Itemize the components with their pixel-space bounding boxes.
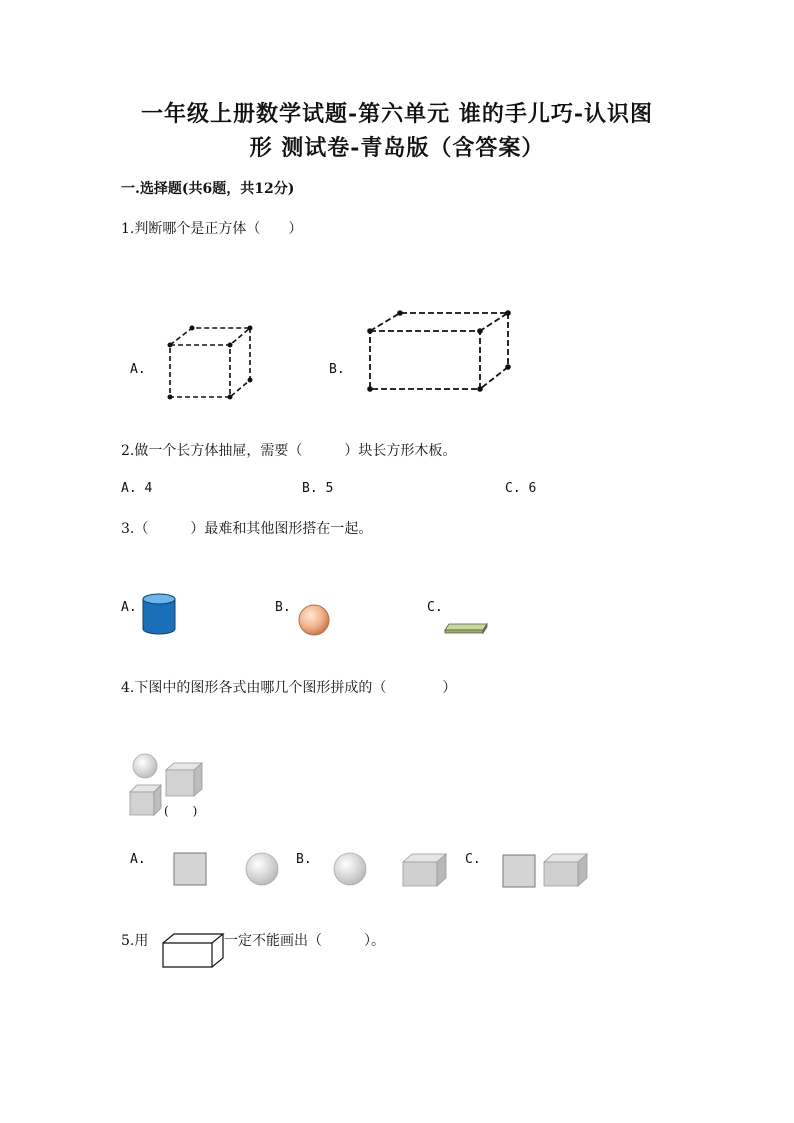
dashed-cube-icon (160, 320, 260, 405)
square-icon (173, 852, 207, 886)
sphere-icon (244, 851, 280, 887)
question-3-stem: 3.（ ）最难和其他图形搭在一起。 (121, 521, 373, 537)
question-3-option-b[interactable]: B. (275, 600, 291, 615)
cuboid-outline-icon (162, 932, 224, 968)
question-5-stem-after: 一定不能画出（ ）。 (224, 933, 385, 949)
square-icon (502, 854, 536, 888)
cylinder-icon (141, 592, 177, 636)
question-1-option-a[interactable]: A. (130, 362, 146, 377)
section-heading: 一.选择题(共6题，共12分) (121, 181, 295, 197)
figure-blank-label: ( ) (164, 804, 198, 818)
question-2-option-a[interactable]: A. 4 (121, 481, 153, 496)
question-5-stem-before: 5.用 (121, 933, 149, 949)
question-1-option-b[interactable]: B. (329, 362, 345, 377)
question-4-option-c[interactable]: C. (465, 852, 481, 867)
question-4-option-b[interactable]: B. (296, 852, 312, 867)
question-3-option-a[interactable]: A. (121, 600, 137, 615)
question-4-option-a[interactable]: A. (130, 852, 146, 867)
dashed-cuboid-icon (360, 305, 520, 400)
page-title-line-1: 一年级上册数学试题-第六单元 谁的手儿巧-认识图 (141, 101, 653, 127)
question-4-stem: 4.下图中的图形各式由哪几个图形拼成的（ ） (121, 680, 457, 696)
flat-board-icon (445, 622, 489, 634)
sphere-icon (332, 851, 368, 887)
cuboid-icon (543, 852, 589, 888)
question-3-option-c[interactable]: C. (427, 600, 443, 615)
question-2-stem: 2.做一个长方体抽屉，需要（ ）块长方形木板。 (121, 443, 457, 459)
question-2-option-b[interactable]: B. 5 (302, 481, 334, 496)
question-2-option-c[interactable]: C. 6 (505, 481, 537, 496)
cuboid-icon (402, 852, 448, 888)
page-title-line-2: 形 测试卷-青岛版（含答案） (249, 135, 545, 161)
sphere-icon (297, 603, 331, 637)
question-1-stem: 1.判断哪个是正方体（ ） (121, 221, 303, 237)
